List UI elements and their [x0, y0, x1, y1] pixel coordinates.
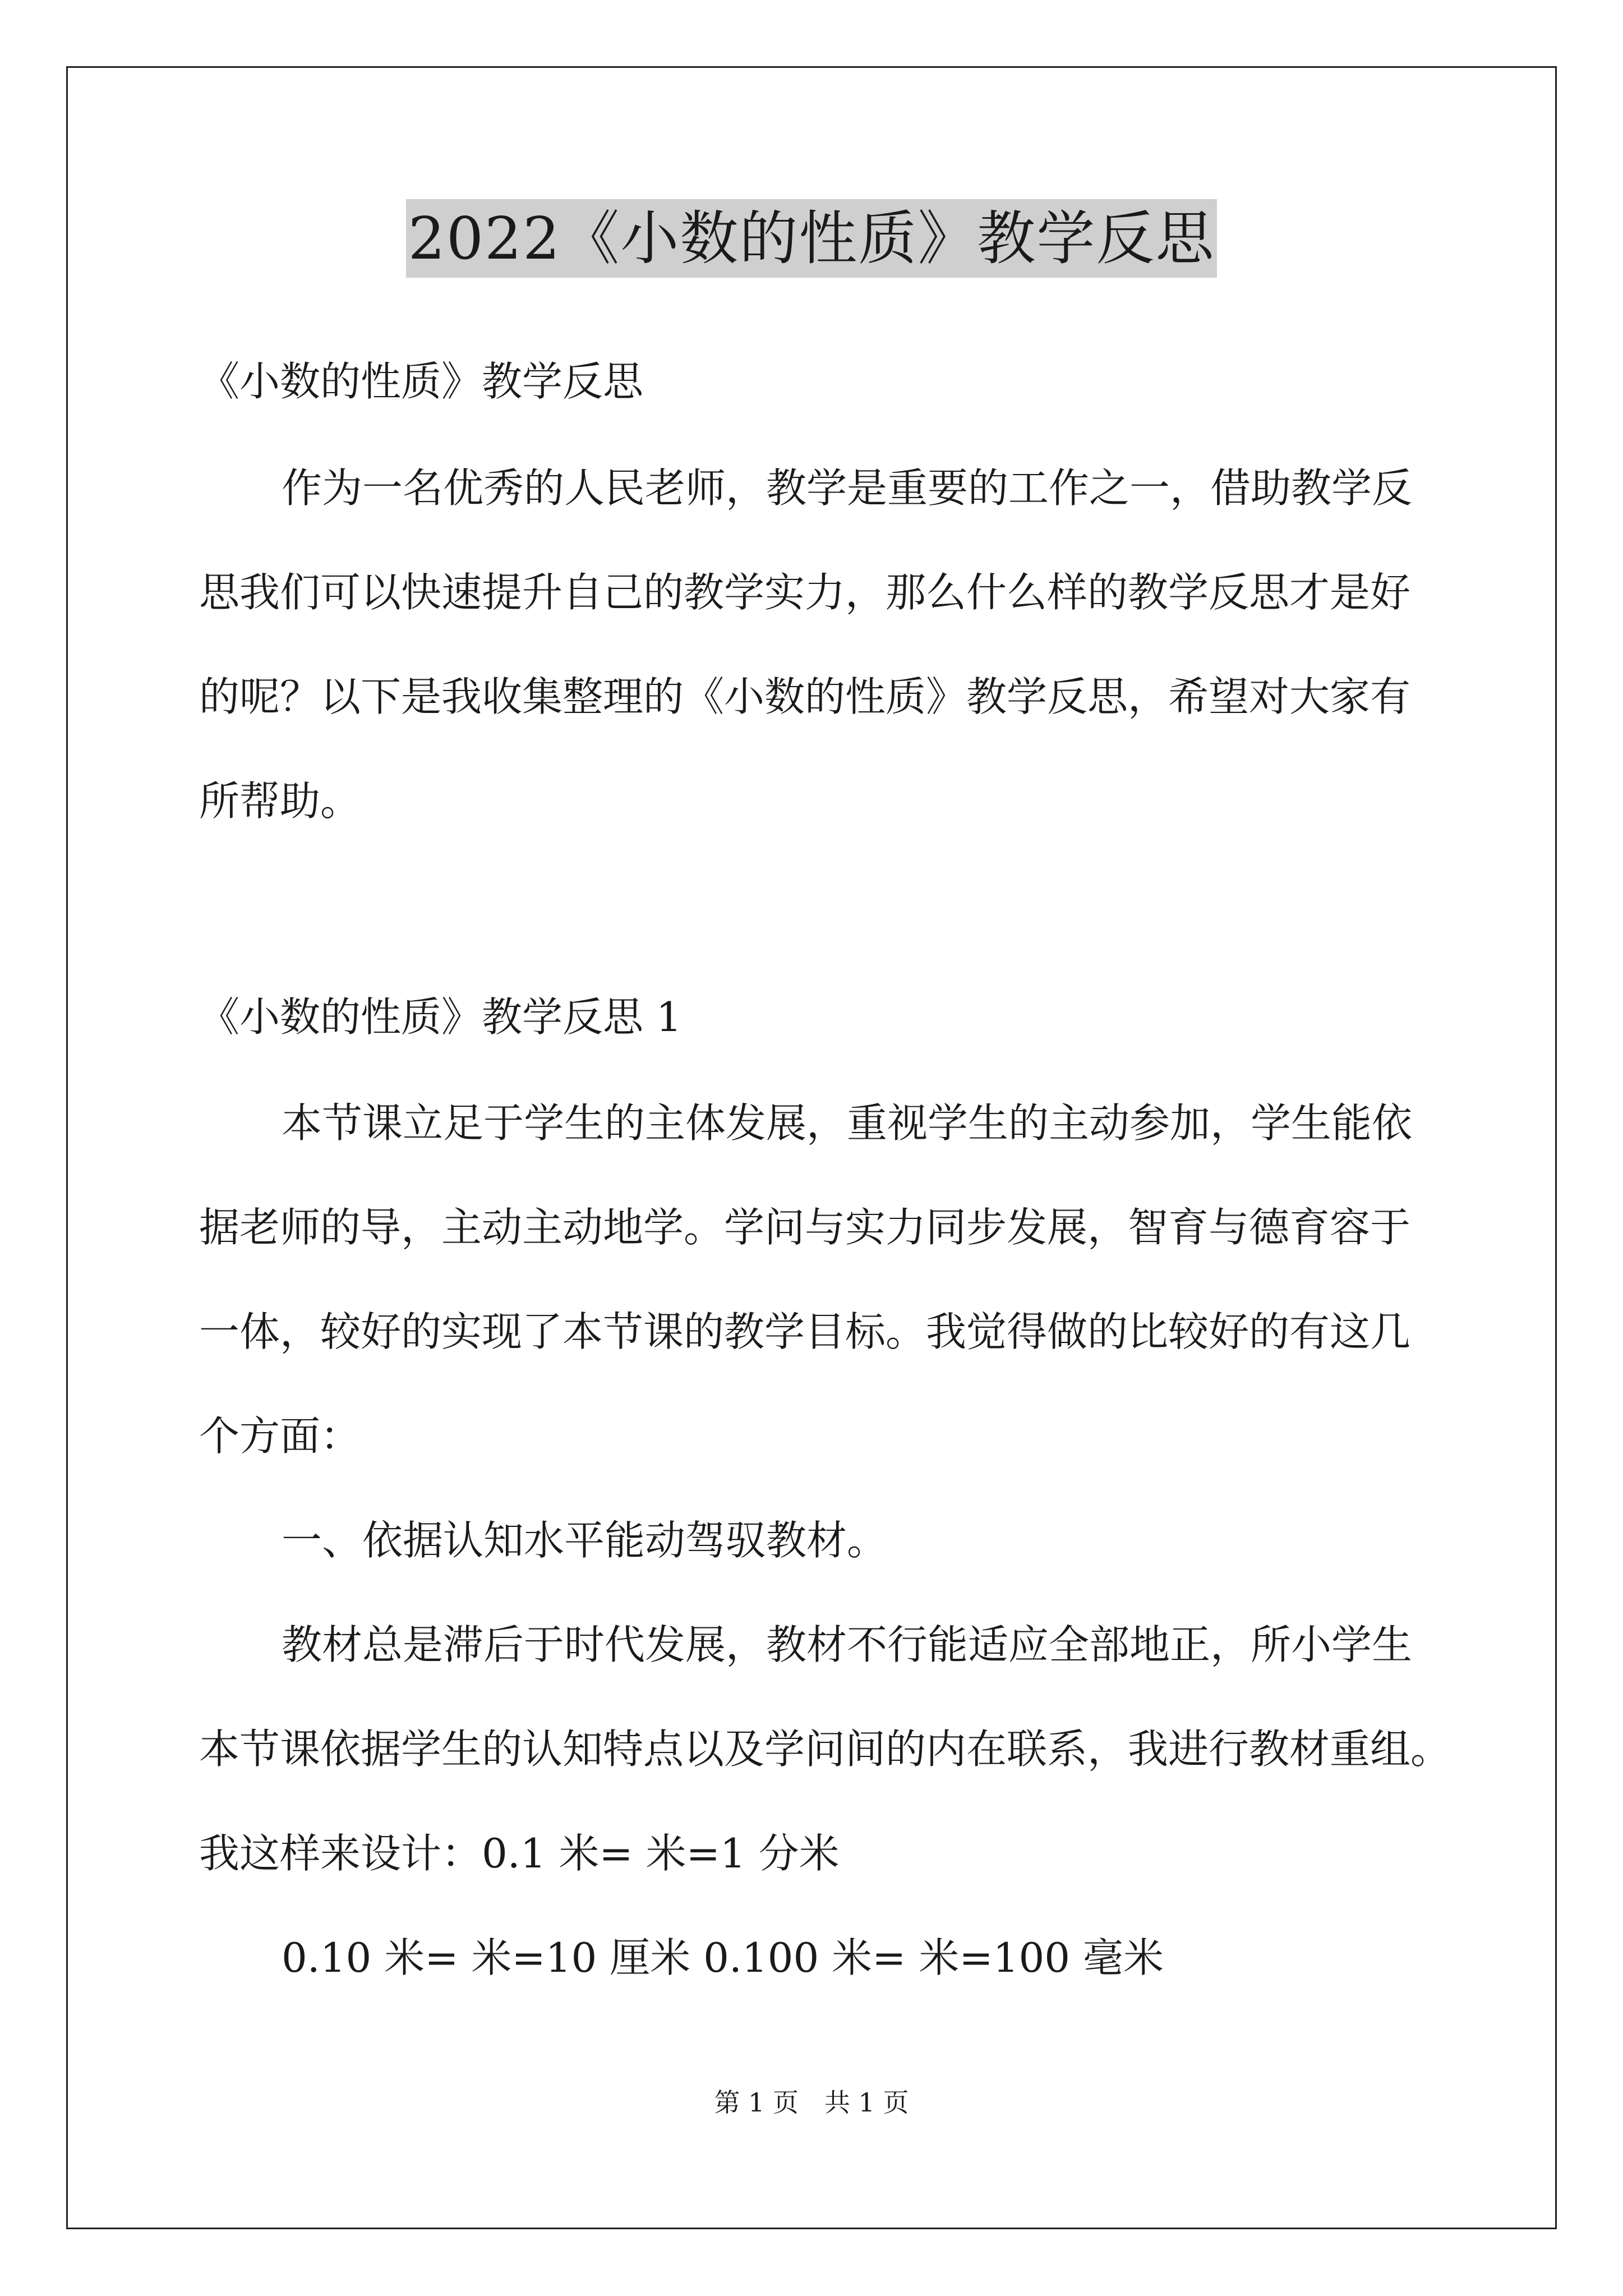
section-heading: 《小数的性质》教学反思 1	[199, 993, 682, 1041]
paragraph-line: 个方面：	[199, 1412, 361, 1460]
paragraph-line: 我这样来设计：0.1 米= 米=1 分米	[199, 1830, 840, 1877]
paragraph-line: 0.10 米= 米=10 厘米 0.100 米= 米=100 毫米	[282, 1934, 1164, 1981]
paragraph-line: 据老师的导，主动主动地学。学问与实力同步发展，智育与德育容于	[199, 1204, 1411, 1251]
title-container	[0, 199, 1623, 278]
intro-line: 所帮助。	[199, 777, 361, 825]
paragraph-line: 一体，较好的实现了本节课的教学目标。我觉得做的比较好的有这几	[199, 1308, 1411, 1355]
document-subtitle: 《小数的性质》教学反思	[199, 358, 644, 405]
intro-line: 的呢？以下是我收集整理的《小数的性质》教学反思，希望对大家有	[199, 673, 1411, 720]
document-title: 2022《小数的性质》教学反思	[406, 199, 1218, 278]
paragraph-line: 教材总是滞后于时代发展，教材不行能适应全部地正，所小学生	[282, 1621, 1413, 1668]
paragraph-line: 本节课依据学生的认知特点以及学问间的内在联系，我进行教材重组。	[199, 1726, 1451, 1773]
paragraph-line: 本节课立足于学生的主体发展，重视学生的主动参加，学生能依	[282, 1099, 1413, 1147]
page-footer: 第 1 页 共 1 页	[714, 2087, 909, 2118]
point-heading: 一、依据认知水平能动驾驭教材。	[282, 1517, 888, 1564]
intro-line: 思我们可以快速提升自己的教学实力，那么什么样的教学反思才是好	[199, 569, 1411, 616]
intro-line: 作为一名优秀的人民老师，教学是重要的工作之一，借助教学反	[282, 464, 1413, 512]
